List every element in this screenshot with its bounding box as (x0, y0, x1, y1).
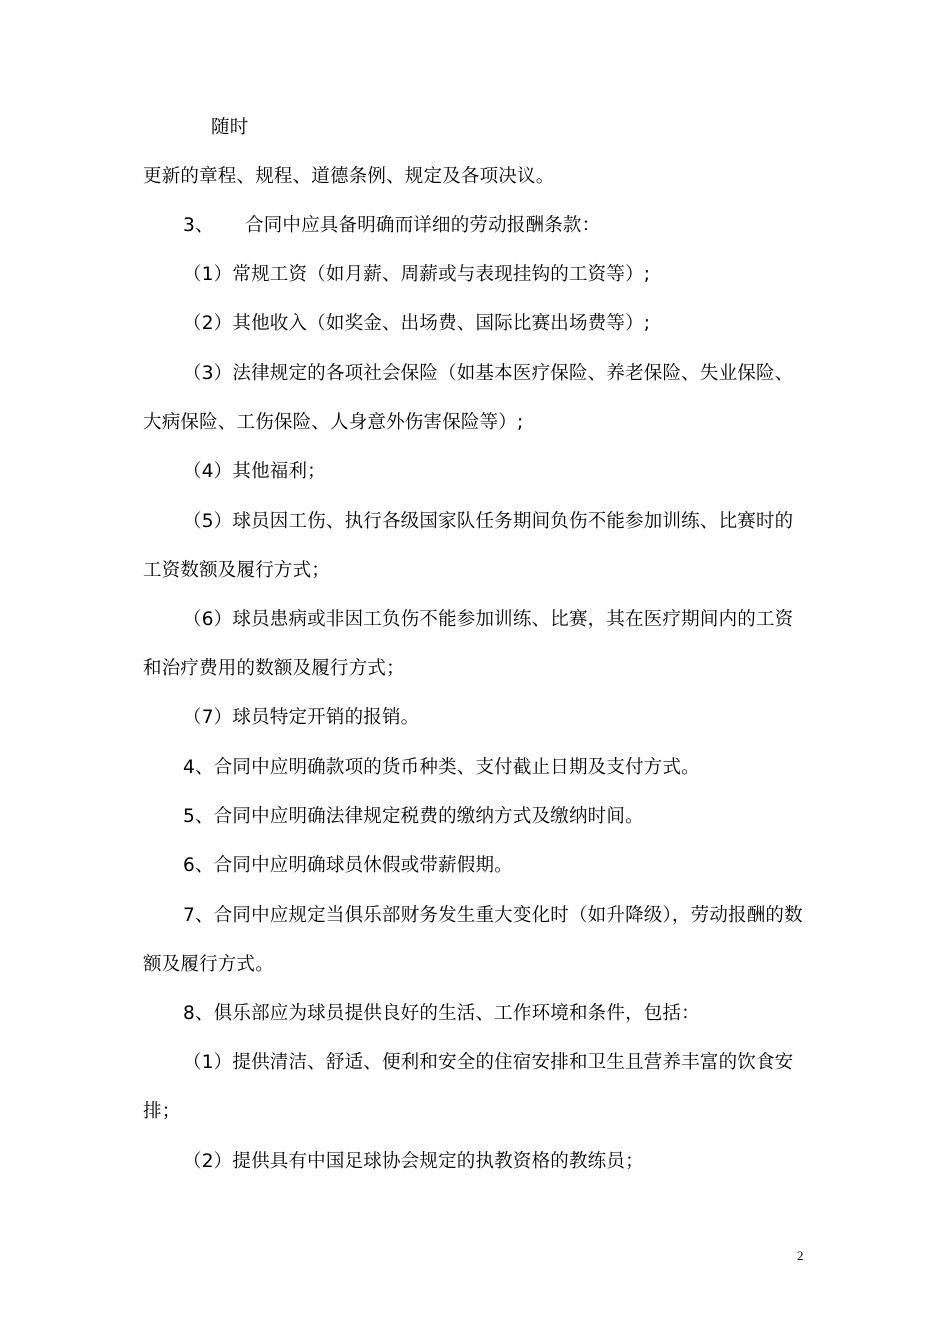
text-line: 工资数额及履行方式； (143, 560, 331, 581)
text-line: 4、合同中应明确款项的货币种类、支付截止日期及支付方式。 (183, 757, 700, 778)
text-line: 5、合同中应明确法律规定税费的缴纳方式及缴纳时间。 (183, 806, 644, 827)
text-line: 排； (143, 1101, 181, 1122)
clause-number: 3、 (183, 215, 214, 236)
text-line: （7）球员特定开销的报销。 (183, 707, 420, 728)
page-number: 2 (797, 1248, 804, 1263)
text-line: 额及履行方式。 (143, 954, 274, 975)
text-line: 8、俱乐部应为球员提供良好的生活、工作环境和条件，包括： (183, 1003, 700, 1024)
text-line: （6）球员患病或非因工负伤不能参加训练、比赛，其在医疗期间内的工资 (183, 609, 794, 630)
clause-3-heading (183, 214, 853, 238)
text-line: （1）常规工资（如月薪、周薪或与表现挂钩的工资等）; (183, 264, 651, 285)
text-line: 大病保险、工伤保险、人身意外伤害保险等）; (143, 412, 524, 433)
text-line: （1）提供清洁、舒适、便利和安全的住宿安排和卫生且营养丰富的饮食安 (183, 1052, 794, 1073)
text-line: （3）法律规定的各项社会保险（如基本医疗保险、养老保险、失业保险、 (183, 363, 794, 384)
text-line: 随时 (211, 117, 249, 138)
text-line: 6、合同中应明确球员休假或带薪假期。 (183, 855, 513, 876)
text-line: 更新的章程、规程、道德条例、规定及各项决议。 (143, 166, 555, 187)
text-line: （5）球员因工伤、执行各级国家队任务期间负伤不能参加训练、比赛时的 (183, 511, 794, 532)
clause-text: 合同中应具备明确而详细的劳动报酬条款： (245, 215, 601, 236)
text-line: （2）提供具有中国足球协会规定的执教资格的教练员； (183, 1151, 644, 1172)
text-line: 7、合同中应规定当俱乐部财务发生重大变化时（如升降级），劳动报酬的数 (183, 905, 803, 926)
text-line: （2）其他收入（如奖金、出场费、国际比赛出场费等）; (183, 313, 651, 334)
text-line: 和治疗费用的数额及履行方式； (143, 658, 405, 679)
text-line: （4）其他福利； (183, 461, 326, 482)
